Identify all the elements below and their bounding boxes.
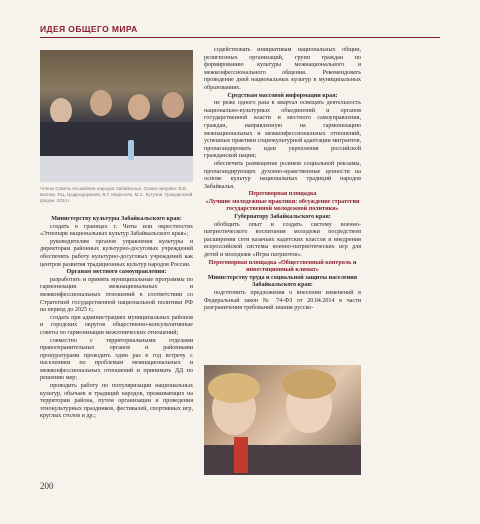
page-number: 200: [40, 481, 54, 491]
heading-culture-ministry: Министерству культуры Забайкальского края:: [51, 216, 182, 222]
paragraph: совместно с территориальными отделами правоохранительных органов и районными прокуратурами проводить один раз в год встречу с населением по проблемам межнациональных и межконфессиональных отношений и принимать ДД по решению мер;: [40, 337, 193, 382]
right-text-column: [204, 47, 361, 313]
paragraph: обеспечить размещение роликов социальной рекламы, пропагандирующих духовно-нравственные ценности на основе культур национальных традиций народов Забайкалья.: [204, 160, 361, 190]
paragraph: создать при администрациях муниципальных районов и городских округов общественно-консультативные советы по гармонизации межэтнических отношений;: [40, 314, 193, 336]
section-title: ИДЕЯ ОБЩЕГО МИРА: [40, 24, 138, 34]
heading-mass-media: Средствам массовой информации края:: [227, 92, 338, 99]
paragraph: разработать и принять муниципальные программы по гармонизации межнациональных и межконфессиональных отношений в соответствии со Стратегией государственной национальной политики РФ на период до 2025 г.;: [40, 276, 193, 314]
heading-labor-ministry: Министерству труда и социальной защиты населения Забайкальского края:: [207, 274, 358, 289]
paragraph: содействовать инициативам национальных общин, религиозных организаций, групп граждан по формированию культуры межнационального и межконфессионального общения. Рекомендовать проведение дней национальных культур в муниципальных образованиях.: [204, 47, 361, 91]
paragraph: обобщить опыт и создать систему военно-патриотического воспитания молодежи посредством расширения сети казачьих кадетских классов и внедрения всероссийской системы военно-патриотических игр для детей и молодежи «Игры патриотов».: [204, 221, 361, 259]
photo-caption: Члены Совета Ассамблеи народов Забайкалья. Слева направо: В.В. Вагнер, Р.Ц. Цыдендоржиев, В.Г. Маркосян, М.С. Кутузов. Гражданский форум. 2014 г.: [40, 186, 193, 203]
council-meeting-photo: [40, 50, 193, 182]
youth-forum-photo: [204, 365, 361, 475]
heading-public-control: Переговорная площадка «Общественный контроль и инвестиционный климат»: [208, 259, 357, 274]
heading-local-government: Органам местного самоуправления:: [66, 269, 167, 276]
paragraph: создать в границах г. Читы или окрестностях «Этнопарк национальных культур Забайкальского края»;: [40, 223, 193, 238]
header-divider: [40, 37, 440, 38]
paragraph: не реже одного раза в квартал освещать деятельность национально-культурных объединений и органов государственной власти и местного самоуправления, граждан, направленную на гармонизацию межнациональных и межконфессиональных отношений, успешные практики социокультурной адаптации мигрантов, пропагандировать идеи укрепления российской гражданской нации;: [204, 100, 361, 160]
heading-governor: Губернатору Забайкальского края:: [234, 214, 331, 221]
paragraph: подготовить предложения о внесении изменений в Федеральный закон № 74-ФЗ от 20.04.2014 в части разграничения требований знания русско-: [204, 290, 361, 312]
heading-negotiation-platform: Переговорная площадка: [248, 191, 317, 198]
paragraph: проводить работу по популяризации национальных культур, обычаев и традиций народов, проживающих на территории района, путем организации и проведения этнокультурных праздников, фестивалей, спортивных игр, круглых столов и др.;: [40, 383, 193, 420]
left-text-column: [40, 216, 193, 421]
paragraph: руководителям органов управления культуры и директорам районных культурно-досуговых учреждений обеспечить работу культурно-досуговых учреждений как центров развития традиционных культур народов России.: [40, 238, 193, 268]
heading-youth-practices: «Лучшие молодежные практики: обсуждение стратегии государственной молодежной политики»: [205, 198, 360, 213]
